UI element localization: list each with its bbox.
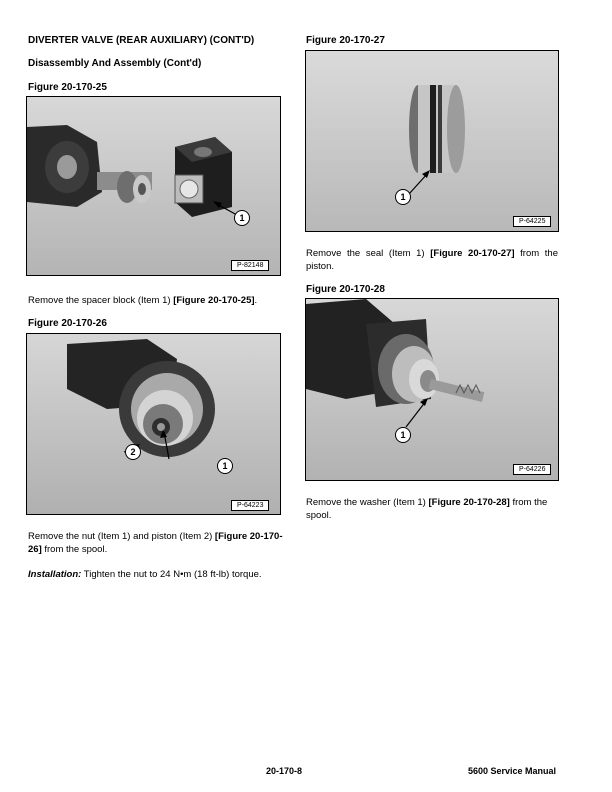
figure-25-photo xyxy=(27,97,280,275)
figure-28-callout-1: 1 xyxy=(395,427,411,443)
figure-25-frame xyxy=(26,96,281,276)
p28-text: Remove the washer (Item 1) xyxy=(306,497,429,508)
figure-26-ref: [Figure 20-170-26] xyxy=(28,531,283,555)
p25-text-end: . xyxy=(254,295,258,306)
paragraph-figure-27 xyxy=(306,247,558,273)
p26-text-end: from the spool. xyxy=(41,544,108,555)
figure-26-pcode: P-64223 xyxy=(231,500,269,511)
figure-27-label: Figure 20-170-27 xyxy=(306,35,385,46)
figure-25-ref: [Figure 20-170-25] xyxy=(173,295,255,306)
p27-text-end: from the piston. xyxy=(306,248,558,272)
p26-text: Remove the nut (Item 1) and piston (Item 2) xyxy=(28,531,215,542)
figure-27-frame xyxy=(305,50,559,232)
page-number: 20-170-8 xyxy=(266,766,303,776)
figure-26-photo xyxy=(27,334,280,514)
subsection-title: Disassembly And Assembly (Cont'd) xyxy=(28,58,202,69)
p28-text-end: from the spool. xyxy=(306,497,548,521)
paragraph-figure-25 xyxy=(28,294,283,307)
p25-text: Remove the spacer block (Item 1) xyxy=(28,295,174,306)
installation-text: Tighten the nut to 24 N•m (18 ft-lb) torque. xyxy=(81,569,262,580)
figure-25-label: Figure 20-170-25 xyxy=(28,82,107,93)
figure-28-label: Figure 20-170-28 xyxy=(306,284,385,295)
figure-25-pcode: P-82148 xyxy=(231,260,269,271)
figure-26-label: Figure 20-170-26 xyxy=(28,318,107,329)
paragraph-figure-26 xyxy=(28,530,283,556)
figure-27-callout-1: 1 xyxy=(395,189,411,205)
figure-27-pcode: P-64225 xyxy=(513,216,551,227)
figure-26-callout-1: 1 xyxy=(217,458,233,474)
figure-27-photo xyxy=(306,51,558,231)
p27-text: Remove the seal (Item 1) xyxy=(306,248,431,259)
figure-28-frame xyxy=(305,298,559,481)
figure-27-ref: [Figure 20-170-27] xyxy=(430,248,515,259)
figure-28-photo xyxy=(306,299,558,480)
figure-28-pcode: P-64226 xyxy=(513,464,551,475)
installation-note xyxy=(28,568,283,581)
figure-25-callout-1: 1 xyxy=(234,210,250,226)
manual-title: 5600 Service Manual xyxy=(467,766,556,776)
figure-26-callout-2: 2 xyxy=(125,444,141,460)
paragraph-figure-28 xyxy=(306,496,558,522)
figure-28-ref: [Figure 20-170-28] xyxy=(428,497,510,508)
installation-label: Installation: xyxy=(28,569,82,580)
figure-26-frame xyxy=(26,333,281,515)
section-title: DIVERTER VALVE (REAR AUXILIARY) (CONT'D) xyxy=(28,35,255,46)
